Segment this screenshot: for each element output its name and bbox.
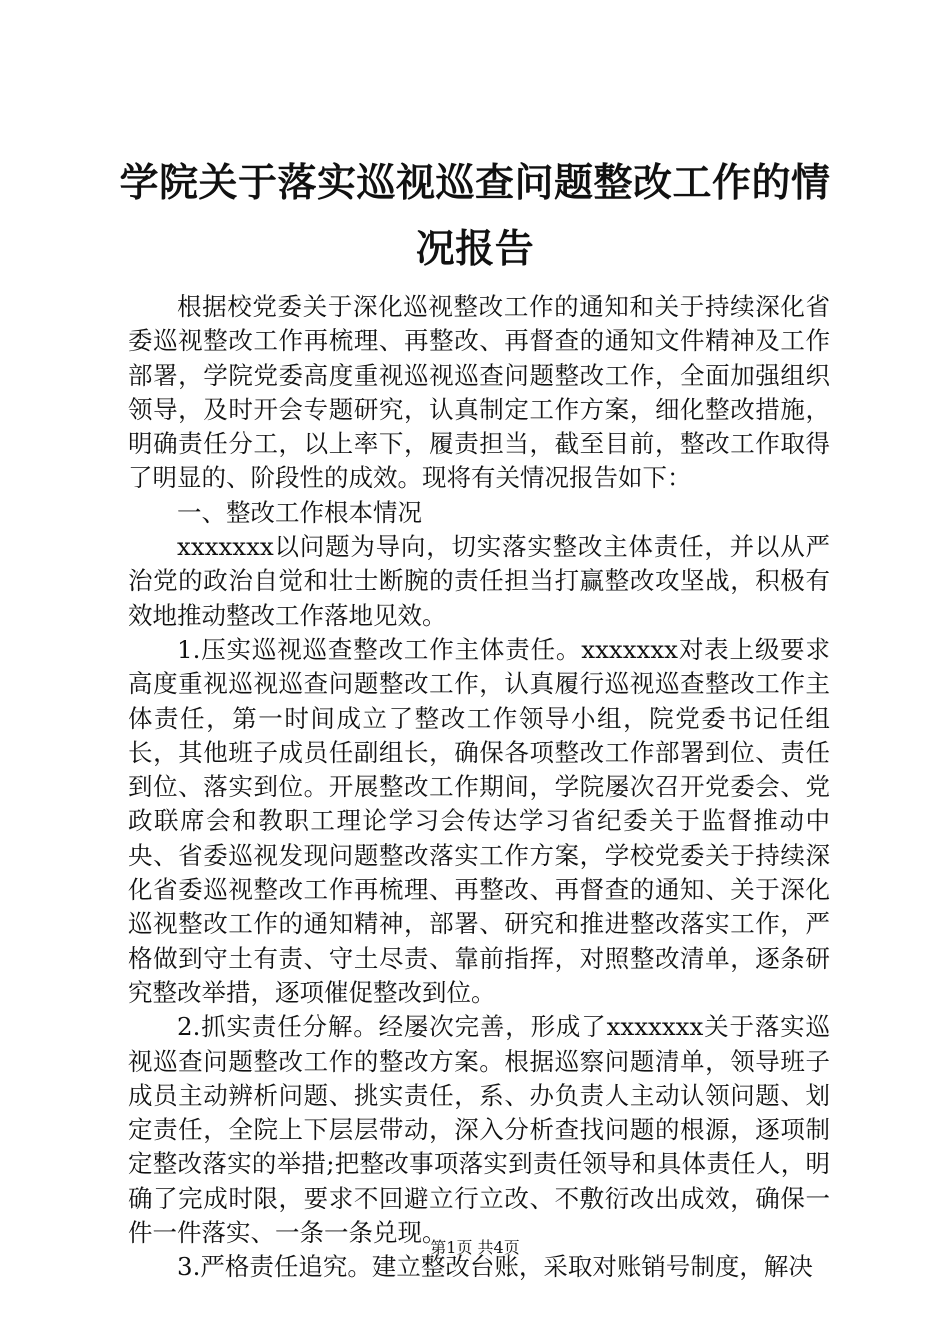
item-2-paragraph: 2.抓实责任分解。经屡次完善，形成了xxxxxxx关于落实巡视巡查问题整改工作的整改方案。根据巡察问题清单，领导班子成员主动辨析问题、挑实责任，系、办负责人主动认领问题、划定责任，全院上下层层带动，深入分析查找问题的根源，逐项制定整改落实的举措;把整改事项落实到责任领导和具体责任人，明确了完成时限，要求不回避立行立改、不敷衍改出成效，确保一件一件落实、一条一条兑现。 (128, 1012, 830, 1248)
page-number-footer: 第1页 共4页 (430, 1238, 520, 1257)
item-3-paragraph: 3.严格责任追究。建立整改台账，采取对账销号制度，解决 (177, 1252, 813, 1282)
overview-paragraph: xxxxxxx以问题为导向，切实落实整改主体责任，并以从严治党的政治自觉和壮士断腕的责任担当打赢整改攻坚战，积极有效地推动整改工作落地见效。 (128, 532, 830, 630)
page-title: 学院关于落实巡视巡查问题整改工作的情况报告 (119, 160, 831, 272)
section-heading: 一、整改工作根本情况 (177, 497, 422, 527)
document-body (128, 290, 830, 1285)
item-1-paragraph: 1.压实巡视巡查整改工作主体责任。xxxxxxx对表上级要求高度重视巡视巡查问题整改工作，认真履行巡视巡查整改工作主体责任，第一时间成立了整改工作领导小组，院党委书记任组长，其他班子成员任副组长，确保各项整改工作部署到位、责任到位、落实到位。开展整改工作期间，学院屡次召开党委会、党政联席会和教职工理论学习会传达学习省纪委关于监督推动中央、省委巡视发现问题整改落实工作方案，学校党委关于持续深化省委巡视整改工作再梳理、再整改、再督查的通知、关于深化巡视整改工作的通知精神，部署、研究和推进整改落实工作，严格做到守土有责、守土尽责、靠前指挥，对照整改清单，逐条研究整改举措，逐项催促整改到位。 (128, 634, 830, 1007)
intro-paragraph: 根据校党委关于深化巡视整改工作的通知和关于持续深化省委巡视整改工作再梳理、再整改、再督查的通知文件精神及工作部署，学院党委高度重视巡视巡查问题整改工作，全面加强组织领导，及时开会专题研究，认真制定工作方案，细化整改措施，明确责任分工，以上率下，履责担当，截至目前，整改工作取得了明显的、阶段性的成效。现将有关情况报告如下： (128, 292, 830, 493)
